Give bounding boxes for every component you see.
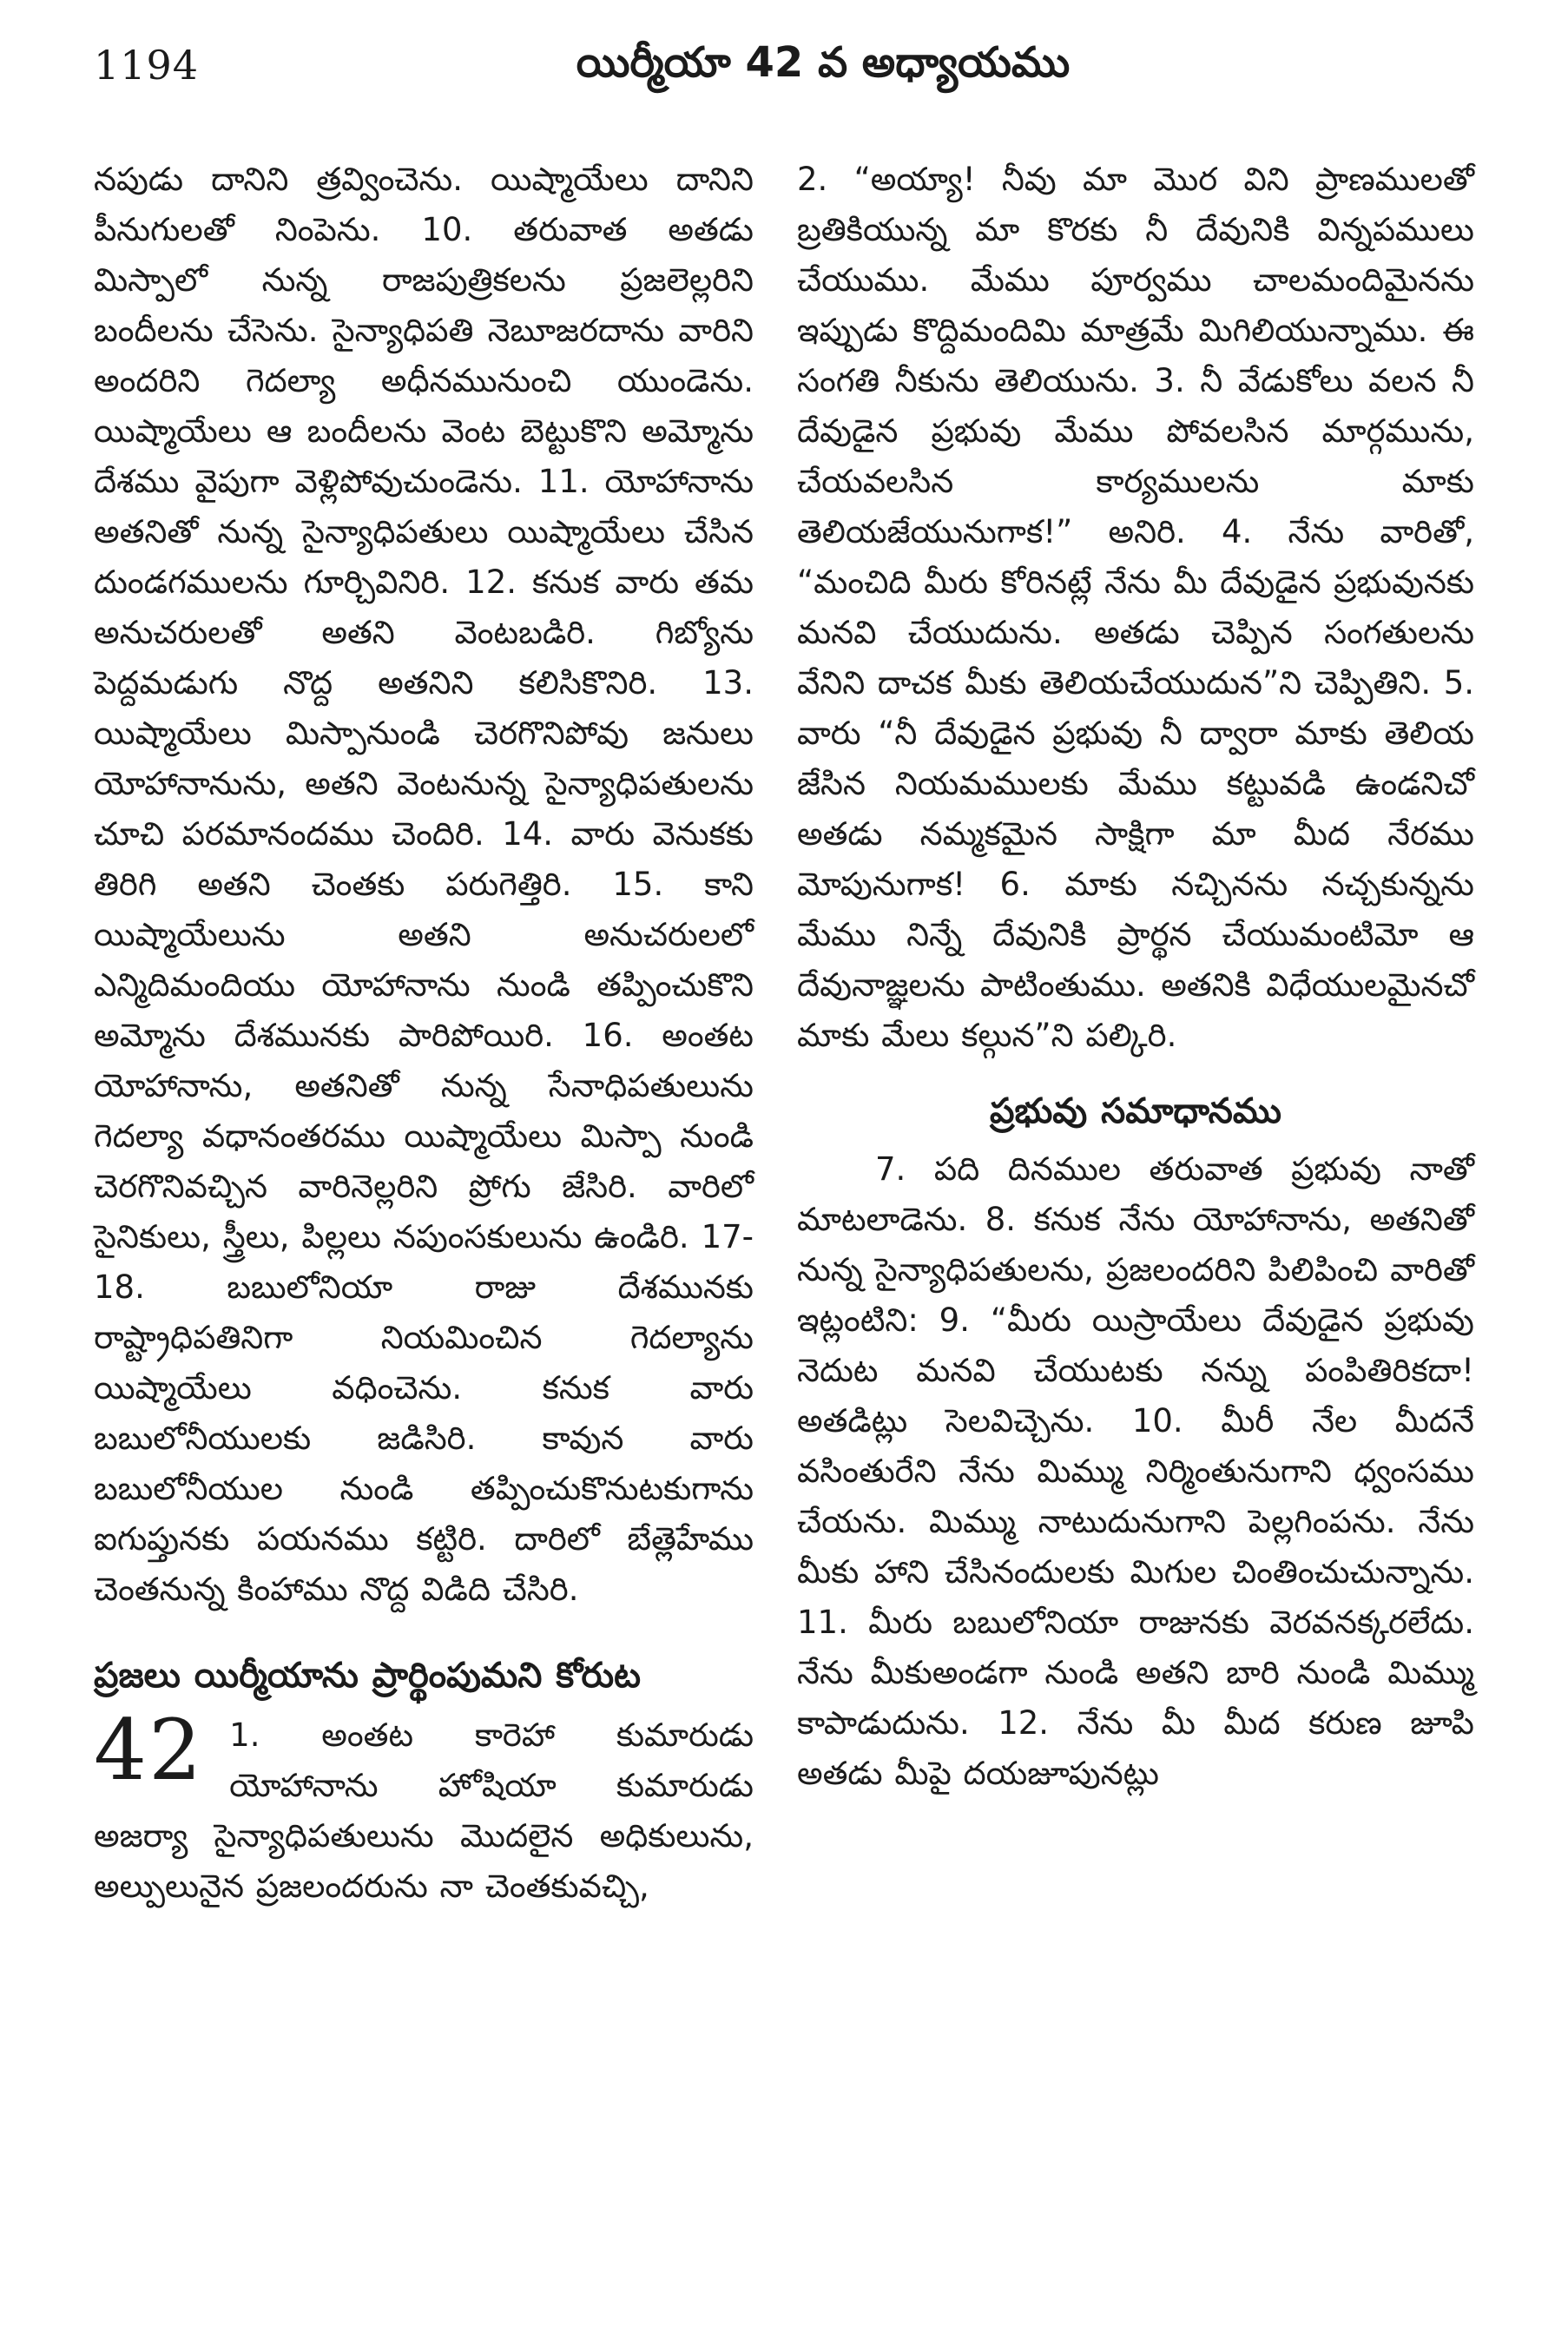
- left-paragraph-1: నపుడు దానిని త్రవ్వించెను. యిష్మాయేలు దానిని పీనుగులతో నింపెను. 10. తరువాత అతడు మిస్పాలో నున్న రాజపుత్రికలను ప్రజలెల్లరిని బందీలను చేసెను. సైన్యాధిపతి నెబూజరదాను వారిని అందరిని గెదల్యా అధీనమునుంచి యుండెను. యిష్మాయేలు ఆ బందీలను వెంట బెట్టుకొని అమ్మోను దేశము వైపుగా వెళ్లిపోవుచుండెను. 11. యోహానాను అతనితో నున్న సైన్యాధిపతులు యిష్మాయేలు చేసిన దుండగములను గూర్చివినిరి. 12. కనుక వారు తమ అనుచరులతో అతని వెంటబడిరి. గిబ్యోను పెద్దమడుగు నొద్ద అతనిని కలిసికొనిరి. 13. యిష్మాయేలు మిస్పానుండి చెరగొనిపోవు జనులు యోహానానును, అతని వెంటనున్న సైన్యాధిపతులను చూచి పరమానందము చెందిరి. 14. వారు వెనుకకు తిరిగి అతని చెంతకు పరుగెత్తిరి. 15. కాని యిష్మాయేలును అతని అనుచరులలో ఎన్మిదిమందియు యోహానాను నుండి తప్పించుకొని అమ్మోను దేశమునకు పారిపోయిరి. 16. అంతట యోహానాను, అతనితో నున్న సేనాధిపతులును గెదల్యా వధానంతరము యిష్మాయేలు మిస్పా నుండి చెరగొనివచ్చిన వారినెల్లరిని ప్రోగు జేసిరి. వారిలో సైనికులు, స్త్రీలు, పిల్లలు నపుంసకులును ఉండిరి. 17-18. బబులోనియా రాజు దేశమునకు రాష్ట్రాధిపతినిగా నియమించిన గెదల్యాను యిష్మాయేలు వధించెను. కనుక వారు బబులోనీయులకు జడిసిరి. కావున వారు బబులోనీయుల నుండి తప్పించుకొనుటకుగాను ఐగుప్తునకు పయనము కట్టిరి. దారిలో బేత్లెహేము చెంతనున్న కింహాము నొద్ద విడిది చేసిరి.: [94, 161, 754, 1608]
- right-column: [797, 155, 1474, 1799]
- running-title: యిర్మీయా 42 వ అధ్యాయము: [576, 38, 1071, 87]
- page-header: [94, 38, 1518, 108]
- right-paragraph-1: 2. “అయ్యా! నీవు మా మొర విని ప్రాణములతో బ్రతికియున్న మా కొరకు నీ దేవునికి విన్నపములు చేయుము. మేము పూర్వము చాలమందిమైనను ఇప్పుడు కొద్దిమందిమి మాత్రమే మిగిలియున్నాము. ఈ సంగతి నీకును తెలియును. 3. నీ వేడుకోలు వలన నీ దేవుడైన ప్రభువు మేము పోవలసిన మార్గమును, చేయవలసిన కార్యములను మాకు తెలియజేయునుగాక!” అనిరి. 4. నేను వారితో, “మంచిది మీరు కోరినట్లే నేను మీ దేవుడైన ప్రభువునకు మనవి చేయుదును. అతడు చెప్పిన సంగతులను వేనిని దాచక మీకు తెలియచేయుదున”ని చెప్పితిని. 5. వారు “నీ దేవుడైన ప్రభువు నీ ద్వారా మాకు తెలియ జేసిన నియమములకు మేము కట్టువడి ఉండనిచో అతడు నమ్మకమైన సాక్షిగా మా మీద నేరము మోపునుగాక! 6. మాకు నచ్చినను నచ్చకున్నను మేము నిన్నే దేవునికి ప్రార్థన చేయుమంటిమో ఆ దేవునాజ్ఞలను పాటింతుము. అతనికి విధేయులమైనచో మాకు మేలు కల్గున”ని పల్కిరి.: [797, 161, 1474, 1054]
- left-column: [94, 155, 754, 1912]
- section-heading-people-ask-jeremiah: ప్రజలు యిర్మీయాను ప్రార్థింపుమని కోరుట: [94, 1656, 641, 1696]
- chapter-42-start: [94, 1702, 754, 1912]
- chapter-number: 42: [94, 1702, 204, 1799]
- left-paragraph-2: 1. అంతట కారెహా కుమారుడు యోహానాను హోషియా కుమారుడు అజర్యా సైన్యాధిపతులును మొదలైన అధికులును, అల్పులునైన ప్రజలందరును నా చెంతకువచ్చి,: [94, 1716, 754, 1905]
- section-heading-lords-answer: ప్రభువు సమాధానము: [990, 1091, 1281, 1131]
- right-paragraph-2: 7. పది దినముల తరువాత ప్రభువు నాతో మాటలాడెను. 8. కనుక నేను యోహానాను, అతనితో నున్న సైన్యాధిపతులను, ప్రజలందరిని పిలిపించి వారితో ఇట్లంటిని: 9. “మీరు యిస్రాయేలు దేవుడైన ప్రభువు నెదుట మనవి చేయుటకు నన్ను పంపితిరికదా! అతడిట్లు సెలవిచ్చెను. 10. మీరీ నేల మీదనే వసింతురేని నేను మిమ్ము నిర్మింతునుగాని ధ్వంసము చేయను. మిమ్ము నాటుదునుగాని పెల్లగింపను. నేను మీకు హాని చేసినందులకు మిగుల చింతించుచున్నాను. 11. మీరు బబులోనియా రాజునకు వెరవనక్కరలేదు. నేను మీకుఅండగా నుండి అతని బారి నుండి మిమ్ము కాపాడుదును. 12. నేను మీ మీద కరుణ జూపి అతడు మీపై దయజూపునట్లు: [797, 1150, 1474, 1792]
- page-number: 1194: [94, 42, 200, 89]
